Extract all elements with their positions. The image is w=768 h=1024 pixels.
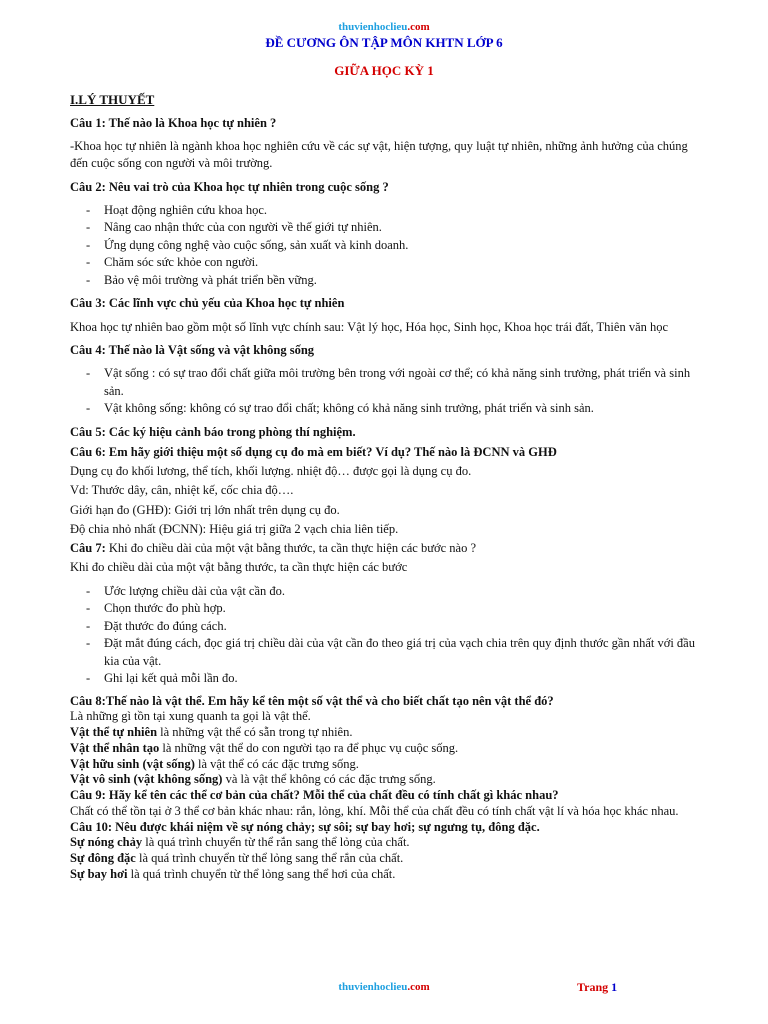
answer-6-line: Dụng cụ đo khối lương, thể tích, khối lượng. nhiệt độ… được gọi là dụng cụ đo. <box>70 464 472 479</box>
answer-8-line <box>70 772 698 788</box>
answer-6-line: Vd: Thước dây, cân, nhiệt kế, cốc chia độ…. <box>70 483 294 498</box>
question-7 <box>70 540 698 557</box>
page-number <box>577 980 617 995</box>
answer-8-line: Là những gì tồn tại xung quanh ta gọi là vật thể. <box>70 709 311 724</box>
answer-3: Khoa học tự nhiên bao gồm một số lĩnh vực chính sau: Vật lý học, Hóa học, Sinh học, Khoa học trái đất, Thiên văn học <box>70 319 669 334</box>
site-name: thuvienhoclieu <box>338 981 408 993</box>
list-item: - Vật sống : có sự trao đổi chất giữa môi trường bên trong với ngoài cơ thể; có khả năng sinh trưởng, phát triển và sinh sản. <box>104 365 698 400</box>
definition: là những vật thể do con người tạo ra để phục vụ cuộc sống. <box>159 740 459 755</box>
definition: là những vật thể có sẵn trong tự nhiên. <box>157 725 353 740</box>
term: Sự nóng chảy <box>70 835 143 850</box>
answer-1: -Khoa học tự nhiên là ngành khoa học nghiên cứu về các sự vật, hiện tượng, quy luật tự nhiên, những ảnh hưởng của chúng đến cuộc sống con người và môi trường. <box>70 139 688 171</box>
list-item: - Chọn thước đo phù hợp. <box>104 600 698 618</box>
definition: là quá trình chuyển từ thể lỏng sang thể hơi của chất. <box>127 866 396 881</box>
answer-9: Chất có thể tồn tại ở 3 thể cơ bản khác nhau: rắn, lỏng, khí. Mỗi thể của chất đều có tính chất vật lí và hóa học khác nhau. <box>70 803 679 818</box>
term: Sự đông đặc <box>70 851 136 866</box>
list-item: - Nâng cao nhận thức của con người về thế giới tự nhiên. <box>104 219 698 237</box>
question-4: Câu 4: Thế nào là Vật sống và vật không sống <box>70 342 315 357</box>
list-item: - Bảo vệ môi trường và phát triển bền vững. <box>104 272 698 290</box>
answer-6-line: Giới hạn đo (GHĐ): Giới trị lớn nhất trên dụng cụ đo. <box>70 502 340 517</box>
definition: là quá trình chuyển từ thể rắn sang thể lỏng của chất. <box>142 835 410 850</box>
definition: là vật thể có các đặc trưng sống. <box>194 756 359 771</box>
answer-10-line <box>70 835 698 851</box>
question-7-label: Câu 7: <box>70 541 106 556</box>
document-title: ĐỀ CƯƠNG ÔN TẬP MÔN KHTN LỚP 6 <box>265 35 503 50</box>
definition: và là vật thể không có các đặc trưng sống. <box>222 772 436 787</box>
answer-8-line <box>70 757 698 773</box>
question-1: Câu 1: Thế nào là Khoa học tự nhiên ? <box>70 115 277 130</box>
term: Vật thể nhân tạo <box>70 740 160 755</box>
answer-7-intro: Khi đo chiều dài của một vật bằng thước, ta cần thực hiện các bước <box>70 560 408 575</box>
document-page <box>70 20 698 883</box>
document-subtitle: GIỮA HỌC KỲ 1 <box>334 63 434 78</box>
list-item: - Ước lượng chiều dài của vật cần đo. <box>104 583 698 601</box>
answer-10-line <box>70 851 698 867</box>
term: Vật vô sinh (vật không sống) <box>70 772 223 787</box>
list-item: - Đặt thước đo đúng cách. <box>104 618 698 636</box>
list-item: - Đặt mắt đúng cách, đọc giá trị chiều dài của vật cần đo theo giá trị của vạch chia trên quy định thước gần nhất với đầu kia của vật. <box>104 635 698 670</box>
site-name: thuvienhoclieu <box>338 21 408 33</box>
site-header <box>70 20 698 34</box>
list-item: - Vật không sống: không có sự trao đổi chất; không có khả năng sinh trưởng, phát triển và sinh sản. <box>104 400 698 418</box>
definition: là quá trình chuyển từ thể lỏng sang thể rắn của chất. <box>135 851 404 866</box>
question-2: Câu 2: Nêu vai trò của Khoa học tự nhiên trong cuộc sống ? <box>70 179 389 194</box>
term: Vật hữu sinh (vật sống) <box>70 756 195 771</box>
answer-10-line <box>70 867 698 883</box>
page-label: Trang <box>577 980 609 994</box>
question-8-block <box>70 694 698 883</box>
footer-site <box>0 980 768 994</box>
answer-6-line: Độ chia nhỏ nhất (ĐCNN): Hiệu giá trị giữa 2 vạch chia liên tiếp. <box>70 521 399 536</box>
answer-7-list <box>70 583 698 688</box>
list-item: - Ghi lại kết quả mỗi lần đo. <box>104 670 698 688</box>
question-6: Câu 6: Em hãy giới thiệu một số dụng cụ đo mà em biết? Ví dụ? Thế nào là ĐCNN và GHĐ <box>70 444 557 459</box>
question-5: Câu 5: Các ký hiệu cảnh báo trong phòng thí nghiệm. <box>70 424 356 439</box>
list-item: - Hoạt động nghiên cứu khoa học. <box>104 202 698 220</box>
question-8: Câu 8:Thế nào là vật thể. Em hãy kể tên một số vật thể và cho biết chất tạo nên vật thể đó? <box>70 693 554 708</box>
list-item: - Chăm sóc sức khỏe con người. <box>104 254 698 272</box>
question-9: Câu 9: Hãy kể tên các thể cơ bản của chất? Mỗi thể của chất đều có tính chất gì khác nhau? <box>70 788 559 803</box>
question-10: Câu 10: Nêu được khái niệm về sự nóng chảy; sự sôi; sự bay hơi; sự ngưng tụ, đông đặc. <box>70 819 540 834</box>
term: Vật thể tự nhiên <box>70 725 158 740</box>
answer-2-list <box>70 202 698 290</box>
site-domain: .com <box>407 981 430 993</box>
page-num: 1 <box>611 980 618 994</box>
question-7-text: Khi đo chiều dài của một vật bằng thước, ta cần thực hiện các bước nào ? <box>105 541 476 556</box>
section-heading: I.LÝ THUYẾT <box>70 92 155 107</box>
answer-4-list <box>70 365 698 418</box>
answer-8-line <box>70 741 698 757</box>
list-item: - Ứng dụng công nghệ vào cuộc sống, sản xuất và kinh doanh. <box>104 237 698 255</box>
answer-8-line <box>70 725 698 741</box>
term: Sự bay hơi <box>70 866 128 881</box>
question-3: Câu 3: Các lĩnh vực chủ yếu của Khoa học tự nhiên <box>70 296 345 311</box>
site-domain: .com <box>407 21 430 33</box>
